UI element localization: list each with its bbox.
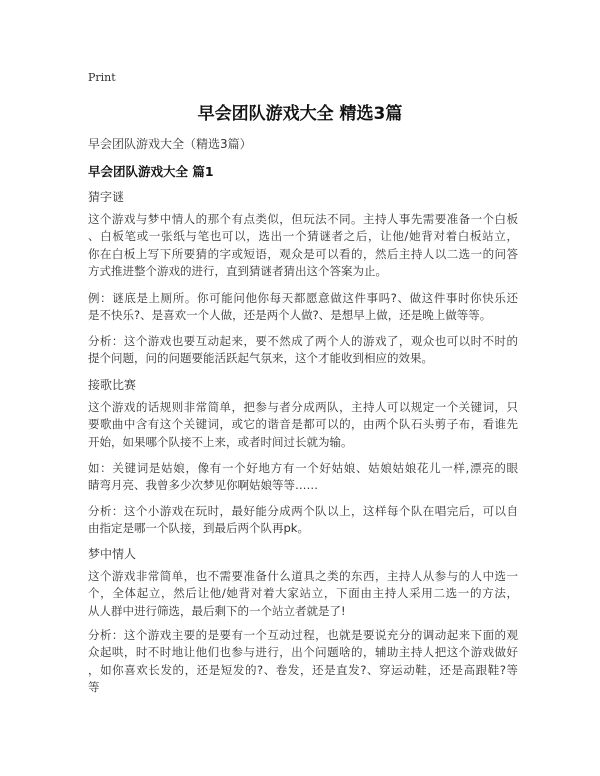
text-line: 分析：这个游戏主要的是要有一个互动过程，也就是要说充分的调动起来下面的观 bbox=[88, 628, 518, 642]
game-heading: 猜字谜 bbox=[88, 190, 125, 204]
paragraph bbox=[88, 568, 518, 620]
text-line: 是不快乐?、是喜欢一个人做，还是两个人做?、是想早上做，还是晚上做等等。 bbox=[88, 308, 492, 323]
game-heading: 梦中情人 bbox=[88, 547, 137, 561]
game-heading: 接歌比赛 bbox=[88, 378, 137, 392]
document-subtitle: 早会团队游戏大全（精选3篇） bbox=[88, 137, 252, 151]
text-line: 这个游戏与梦中情人的那个有点类似，但玩法不同。主持人事先需要准备一个白板 bbox=[88, 212, 518, 226]
paragraph bbox=[88, 211, 518, 281]
section-heading: 早会团队游戏大全 篇1 bbox=[88, 164, 214, 179]
paragraph bbox=[88, 290, 518, 325]
text-line: 你在白板上写下所要猜的字或短语，观众是可以看的，然后主持人以二选一的问答 bbox=[88, 246, 518, 261]
paragraph bbox=[88, 627, 518, 697]
paragraph bbox=[88, 460, 518, 495]
text-line: ，如你喜欢长发的，还是短发的?、卷发，还是直发?、穿运动鞋，还是高跟鞋?等 bbox=[88, 662, 518, 677]
text-line: 、白板笔或一张纸与笔也可以，选出一个猜谜者之后，让他/她背对着白板站立， bbox=[88, 229, 518, 244]
paragraph bbox=[88, 503, 518, 538]
text-line: 众起哄，时不时地让他们也参与进行，出个问题啥的，辅助主持人把这个游戏做好 bbox=[88, 645, 518, 660]
text-line: 提个问题，问的问题要能活跃起气氛来，这个才能收到相应的效果。 bbox=[88, 351, 433, 366]
text-line: 要歌曲中含有这个关键词，或它的谐音是都可以的，由两个队石头剪子布，看谁先 bbox=[88, 417, 518, 432]
paragraph bbox=[88, 333, 518, 368]
text-line: 分析：这个小游戏在玩时，最好能分成两个队以上，这样每个队在唱完后，可以自 bbox=[88, 504, 518, 518]
text-line: 这个游戏非常简单，也不需要准备什么道具之类的东西，主持人从参与的人中选一 bbox=[88, 569, 518, 583]
paragraph bbox=[88, 399, 518, 451]
print-link[interactable]: Print bbox=[88, 71, 116, 84]
text-line: 这个游戏的话规则非常简单，把参与者分成两队，主持人可以规定一个关键词，只 bbox=[88, 400, 518, 414]
text-line: 等 bbox=[88, 680, 100, 695]
text-line: 睛弯月亮、我曾多少次梦见你啊姑娘等等…… bbox=[88, 478, 318, 493]
document-title: 早会团队游戏大全 精选3篇 bbox=[197, 104, 403, 124]
text-line: 方式推进整个游戏的进行，直到猜谜者猜出这个答案为止。 bbox=[88, 264, 387, 279]
text-line: 由指定是哪一个队接，到最后两个队再pk。 bbox=[88, 521, 309, 536]
text-line: 个，全体起立，然后让他/她背对着大家站立，下面由主持人采用二选一的方法， bbox=[88, 586, 518, 601]
text-line: 如：关键词是姑娘，像有一个好地方有一个好姑娘、姑娘姑娘花儿一样,漂亮的眼 bbox=[88, 461, 518, 475]
text-line: 从人群中进行筛选，最后剩下的一个站立者就是了! bbox=[88, 603, 346, 618]
text-line: 例：谜底是上厕所。你可能问他你每天都愿意做这件事吗?、做这件事时你快乐还 bbox=[88, 291, 518, 305]
text-line: 开始，如果哪个队接不上来，或者时间过长就为输。 bbox=[88, 434, 353, 449]
text-line: 分析：这个游戏也要互动起来，要不然成了两个人的游戏了，观众也可以时不时的 bbox=[88, 334, 518, 348]
